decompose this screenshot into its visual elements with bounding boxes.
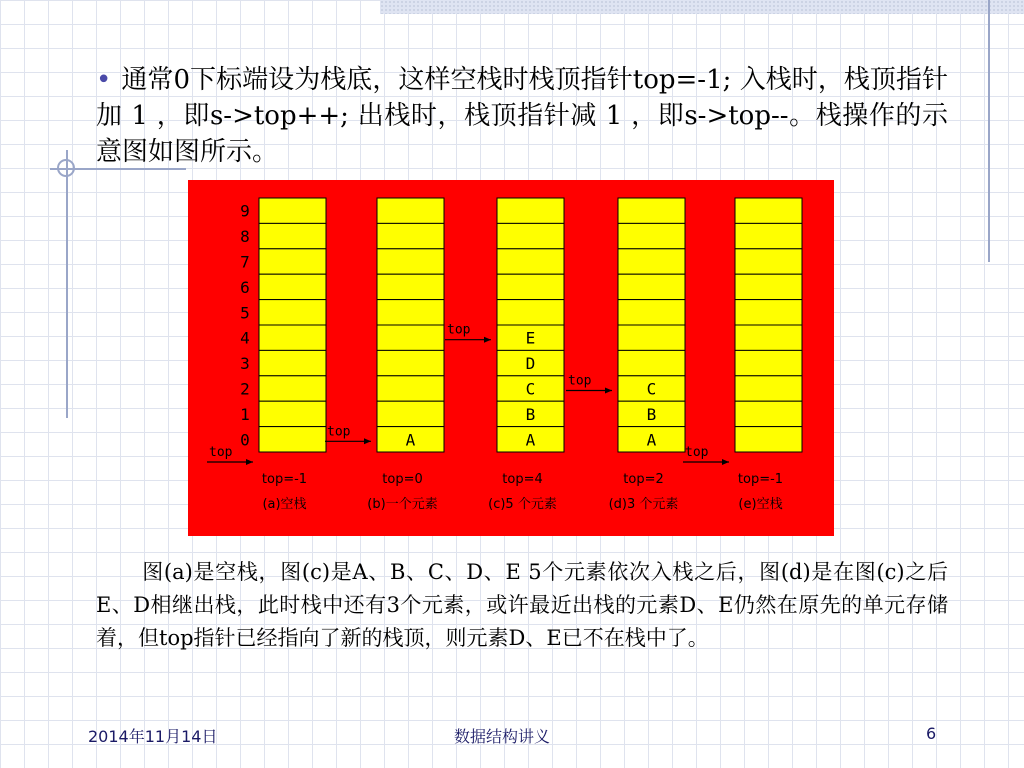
stack-cell <box>735 401 802 426</box>
figure-caption: 图(a)是空栈，图(c)是A、B、C、D、E 5个元素依次入栈之后，图(d)是在图(c)之后E、D相继出栈，此时栈中还有3个元素，或许最近出栈的元素D、E仍然在原先的单元存储着，但top指针已经指向了新的栈顶，则元素D、E已不在栈中了。 <box>96 560 948 650</box>
top-decor-band <box>380 0 1024 14</box>
row-index-label: 8 <box>240 227 250 247</box>
stack-cell <box>497 198 564 223</box>
stack-cell <box>377 325 444 350</box>
stack-element-label: D <box>525 354 536 374</box>
row-index-label: 7 <box>240 252 250 272</box>
stack-element-label: C <box>525 379 536 399</box>
stack-diagram <box>188 180 834 536</box>
stack-top-value: top=0 <box>382 472 423 487</box>
stack-cell <box>735 198 802 223</box>
row-index-label: 6 <box>240 277 250 297</box>
top-pointer-label: top <box>327 424 351 440</box>
footer-course-title: 数据结构讲义 <box>454 727 551 746</box>
top-pointer-arrowhead <box>246 459 253 465</box>
row-index-label: 3 <box>240 354 250 374</box>
stack-caption: (d)3 个元素 <box>608 497 679 512</box>
bullet-icon: • <box>96 65 112 95</box>
top-pointer-arrowhead <box>722 459 729 465</box>
stack-cell <box>618 350 685 375</box>
footer-page-number: 6 <box>926 724 937 743</box>
decor-circle <box>57 159 75 177</box>
stack-cell <box>377 300 444 325</box>
stack-cell <box>377 401 444 426</box>
stack-cell <box>735 325 802 350</box>
stack-cell <box>377 223 444 248</box>
top-pointer-label: top <box>447 322 471 338</box>
stack-cell <box>377 198 444 223</box>
stack-cell <box>259 198 326 223</box>
stack-cell <box>377 274 444 299</box>
stack-element-label: B <box>646 404 657 424</box>
stack-cell <box>735 376 802 401</box>
stack-element-label: B <box>525 404 536 424</box>
stack-cell <box>735 223 802 248</box>
stack-element-label: A <box>525 430 536 450</box>
row-index-label: 1 <box>240 404 250 424</box>
stack-top-value: top=-1 <box>737 472 784 487</box>
stack-diagram-svg <box>188 180 834 536</box>
stack-cell <box>618 274 685 299</box>
stack-element-label: E <box>525 328 536 348</box>
top-pointer-arrowhead <box>364 438 371 444</box>
top-pointer-label: top <box>568 373 592 389</box>
stack-top-value: top=-1 <box>261 472 308 487</box>
stack-top-value: top=2 <box>623 472 664 487</box>
stack-cell <box>259 325 326 350</box>
row-index-label: 9 <box>240 201 250 221</box>
stack-cell <box>735 300 802 325</box>
stack-cell <box>735 274 802 299</box>
stack-cell <box>259 300 326 325</box>
row-index-label: 0 <box>240 430 250 450</box>
stack-caption: (e)空栈 <box>738 497 783 512</box>
stack-cell <box>259 223 326 248</box>
row-index-label: 4 <box>240 328 250 348</box>
stack-caption: (a)空栈 <box>262 497 307 512</box>
stack-cell <box>377 249 444 274</box>
bullet-paragraph <box>96 62 948 170</box>
stack-cell <box>259 350 326 375</box>
top-pointer-label: top <box>209 445 233 460</box>
stack-cell <box>735 249 802 274</box>
stack-cell <box>377 376 444 401</box>
row-index-label: 5 <box>240 303 250 323</box>
top-pointer-label: top <box>685 445 709 460</box>
stack-cell <box>377 350 444 375</box>
stack-cell <box>259 427 326 452</box>
stack-cell <box>259 249 326 274</box>
stack-cell <box>735 427 802 452</box>
stack-top-value: top=4 <box>502 472 543 487</box>
row-index-label: 2 <box>240 379 250 399</box>
top-pointer-arrowhead <box>605 388 612 394</box>
bullet-text: 通常0下标端设为栈底，这样空栈时栈顶指针top=-1; 入栈时，栈顶指针加 1 ，即s->top++; 出栈时，栈顶指针减 1 ，即s->top--。栈操作的示意图如图所示。 <box>96 65 948 167</box>
stack-cell <box>618 198 685 223</box>
stack-cell <box>259 274 326 299</box>
stack-cell <box>618 325 685 350</box>
stack-cell <box>618 249 685 274</box>
stack-cell <box>497 249 564 274</box>
stack-cell <box>259 401 326 426</box>
stack-cell <box>497 300 564 325</box>
decor-line-left <box>66 150 68 418</box>
stack-element-label: C <box>646 379 657 399</box>
stack-cell <box>618 223 685 248</box>
decor-line-right <box>988 0 990 262</box>
stack-caption: (c)5 个元素 <box>488 497 557 512</box>
stack-element-label: A <box>646 430 657 450</box>
top-pointer-arrowhead <box>484 337 491 343</box>
stack-cell <box>497 223 564 248</box>
stack-cell <box>259 376 326 401</box>
stack-cell <box>618 300 685 325</box>
stack-cell <box>497 274 564 299</box>
stack-cell <box>735 350 802 375</box>
stack-caption: (b)一个元素 <box>367 497 438 512</box>
stack-element-label: A <box>405 430 416 450</box>
footer-date: 2014年11月14日 <box>88 727 218 746</box>
